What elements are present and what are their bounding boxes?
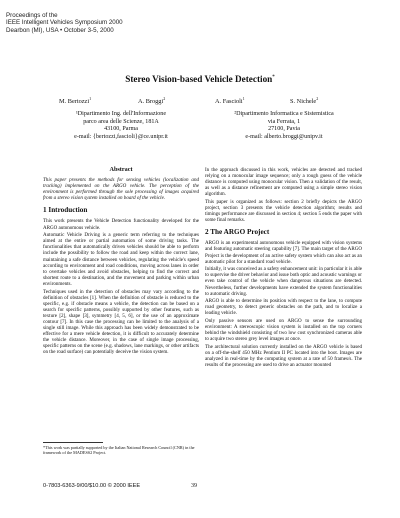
argo-paragraph-4: Only passive sensors are used on ARGO to sense the surrounding environment: A stereoscopic vision system is installed on the top corners behind the windshield consisting of two low cost synchronized cameras able to acquire two stereo grey level images at once. (205, 318, 362, 343)
col2-paragraph-2: This paper is organized as follows: section 2 briefly depicts the ARGO project, section 3 presents the vehicle detection algorithm; results and timings performance are discussed in section 4; section 5 ends the paper with some final remarks. (205, 198, 362, 224)
header-line-2: IEEE Intelligent Vehicles Symposium 2000 (6, 19, 123, 27)
author-1: M. Bertozzi$^1$ (59, 96, 92, 106)
header-line-1: Proceedings of the (6, 12, 58, 19)
header-line-3: Dearbon (MI), USA • October 3-5, 2000 (6, 26, 114, 34)
affil1-address: parco area delle Scienze, 181A (83, 118, 159, 125)
left-column (43, 167, 199, 357)
footnote-rule (43, 442, 103, 443)
paper-title-text: Stereo Vision-based Vehicle Detection (125, 74, 273, 84)
argo-paragraph-2: Initially, it was conceived as a safety enhancement unit: in particular it is able to supervise the driver behavior and issue both optic and acoustic warnings or even take control of the vehicle when dangerous situations are detected. Nevertheless, further developments have extended the system functionalities to automatic driving. (205, 266, 362, 297)
footnote: *This work was partially supported by the Italian National Research Council (CNR) in the framework of the MADESS2 Project. (43, 445, 195, 455)
intro-paragraph-1: This work presents the Vehicle Detection functionality developed for the ARGO autonomous vehicle. (43, 218, 199, 231)
affiliation-1 (42, 111, 200, 141)
affil2-city: 27100, Pavia (268, 126, 300, 133)
author-3: A. Fascioli$^1$ (215, 96, 245, 106)
proceedings-header (6, 12, 123, 34)
affiliation-2 (205, 111, 363, 141)
author-2: A. Broggi$^2$ (138, 96, 166, 106)
argo-paragraph-1: ARGO is an experimental autonomous vehicle equipped with vision systems and featuring automatic steering capability [7]. The main target of the ARGO Project is the development of an active safety system which can also act as an automatic pilot for a standard road vehicle. (205, 240, 362, 265)
paper-title (0, 74, 400, 84)
affil2-address: via Ferrata, 1 (267, 118, 301, 125)
author-4: S. Nichele$^2$ (290, 96, 319, 106)
col2-paragraph-1: In the approach discussed in this work, vehicles are detected and tracked relying on a monocular image sequence; only a rough guess of the vehicle distance is computed using monocular vision. Then a validation of the result, as well as a distance refinement are computed using a simple stereo vision algorithm. (205, 167, 362, 198)
argo-paragraph-5: The architectural solution currently installed on the ARGO vehicle is based on a off-the-shelf 450 MHz Pentium II PC located into the boot. Images are analyzed in real-time by the computing system at a rate of 50 frames/s. The results of the processing are used to drive an actuator mounted (205, 344, 362, 369)
intro-paragraph-3: Techniques used in the detection of obstacles may vary according to the definition of obstacles [1]. When the definition of obstacle is reduced to the specific, e.g. if obstacle means a vehicle, the detection can be based on a search for specific patterns, possibly supported by other features, such as texture [2], shape [3], symmetry [4, 5, 6], or the use of an approximate contour [7]. In this case the processing can be limited to the analysis of a single still image. While this approach has been widely demonstrated to be effective for a mere vehicle detection, it is difficult to accurately determine the vehicle distance. Moreover, in the case of single image processing, specific patterns on the scene (e.g. shadows, lane markings, or other artifacts on the road surface) can potentially deceive the vision system. (43, 288, 199, 356)
affil1-email: e-mail: {bertozzi,fascioli}@ce.unipr.it (74, 133, 168, 140)
page-number: 39 (191, 483, 197, 489)
right-column (205, 167, 362, 370)
intro-heading: 1 Introduction (43, 206, 88, 215)
affil1-city: 43100, Parma (104, 126, 138, 133)
intro-paragraph-2: Automatic Vehicle Driving is a generic term referring to the techniques aimed at the entire or partial automation of some driving tasks. The functionalities that automatically driven vehicles should be able to perform include the possibility to follow the road and keep within the correct lane, maintaining a safe distance between vehicles, regulating the vehicle's speed according to environment and road conditions, moving across lanes in order to overtake vehicles and avoid obstacles, helping to find the correct and shortest route to a destination, and the movement and parking within urban environments. (43, 232, 199, 287)
affil2-email: e-mail: alberto.broggi@unipv.it (245, 133, 323, 140)
affil1-dept: ¹Dipartimento Ing. dell'Informazione (75, 111, 167, 117)
abstract-text: This paper presents the methods for sensing vehicles (localization and tracking) implemented on the ARGO vehicle. The perception of the environment is performed through the sole processing of images acquired from a stereo vision system installed on board of the vehicle. (43, 177, 199, 202)
abstract-heading: Abstract (109, 166, 133, 173)
title-footnote-mark: * (272, 74, 275, 80)
affil2-dept: ²Dipartimento Informatica e Sistemistica (234, 111, 334, 117)
isbn-footer: 0-7803-6363-9/00/$10.00 © 2000 IEEE (43, 483, 141, 489)
argo-paragraph-3: ARGO is able to determine its position with respect to the lane, to compute road geometry, to detect generic obstacles on the path, and to localize a leading vehicle. (205, 298, 362, 317)
argo-heading: 2 The ARGO Project (205, 228, 270, 237)
